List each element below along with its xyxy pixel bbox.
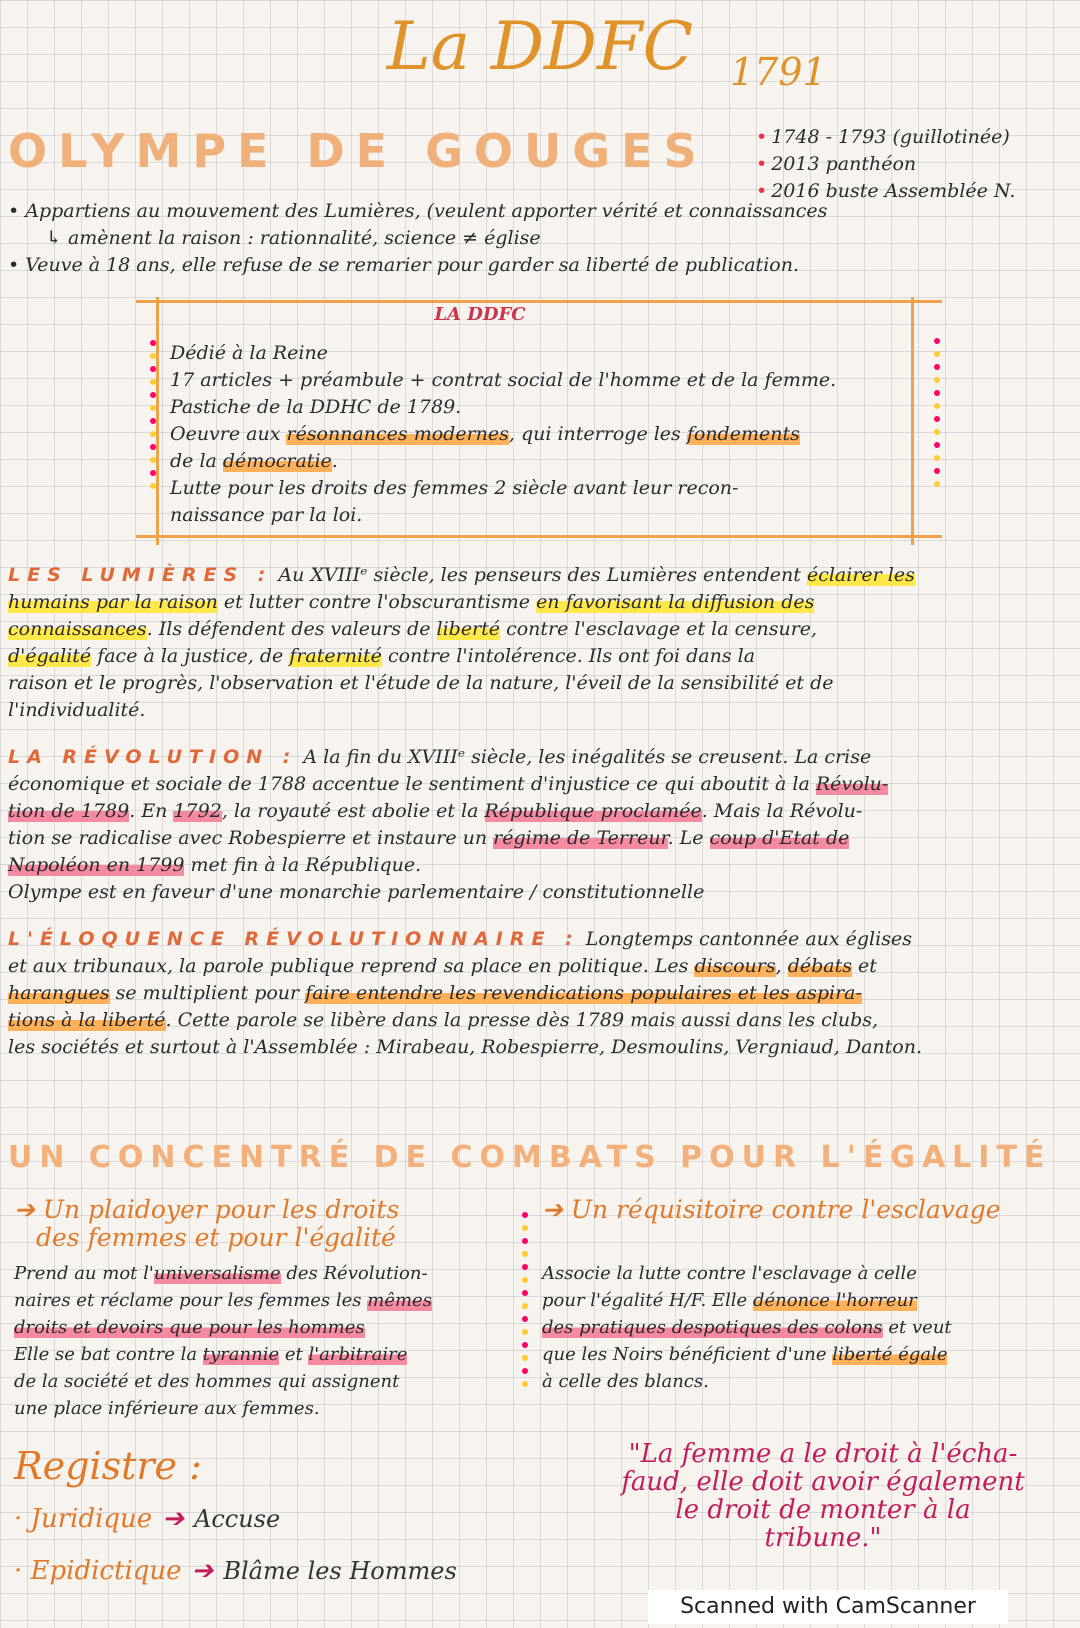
bullet-dots-left: [150, 340, 160, 496]
date-item: • 2013 panthéon: [756, 151, 1015, 178]
registre-item: · Epidictique ➔ Blâme les Hommes: [14, 1556, 457, 1586]
box-item: de la démocratie.: [170, 450, 338, 472]
quote: "La femme a le droit à l'écha- faud, elle doit avoir également le droit de monter à la tribune.": [621, 1439, 1025, 1553]
box-item: Dédié à la Reine: [170, 342, 328, 364]
title-year: 1791: [730, 50, 827, 94]
box-item: naissance par la loi.: [170, 504, 363, 526]
eloquence-paragraph: L'ÉLOQUENCE RÉVOLUTIONNAIRE : Longtemps cantonnée aux églises et aux tribunaux, la parole publique reprend sa place en politique. Les discours, débats et harangues se multiplient pour faire entendre les revendications populaires et les aspira- tions à la liberté. Cette parole se libère dans la presse dès 1789 mais aussi dans les clubs, les sociétés et surtout à l'Assemblée : Mirabeau, Robespierre, Desmoulins, Vergniaud, Danton.: [8, 928, 923, 1058]
left-column-heading: des femmes et pour l'égalité: [36, 1223, 396, 1252]
left-column: ➔ Un plaidoyer pour les droits des femmes et pour l'égalité Prend au mot l'universalisme des Révolution- naires et réclame pour les femmes les mêmes droits et devoirs que pour les hommes Elle se bat contre la tyrannie et l'arbitraire de la société et des hommes qui assignent une place inférieure aux femmes.: [14, 1196, 514, 1422]
revolution-paragraph: LA RÉVOLUTION : A la fin du XVIIIᵉ siècle, les inégalités se creusent. La crise économique et sociale de 1788 accentue le sentiment d'injustice ce qui aboutit à la Révolu- tion de 1789. En 1792, la royauté est abolie et la République proclamée. Mais la Révolu- tion se radicalise avec Robespierre et instaure un régime de Terreur. Le coup d'Etat de Napoléon en 1799 met fin à la République. Olympe est en faveur d'une monarchie parlementaire / constitutionnelle: [8, 746, 889, 903]
date-item: • 2016 buste Assemblée N.: [756, 178, 1015, 205]
combats-heading: UN CONCENTRÉ DE COMBATS POUR L'ÉGALITÉ: [8, 1140, 1052, 1175]
box-item: 17 articles + préambule + contrat social de l'homme et de la femme.: [170, 369, 837, 391]
intro-line: • Appartiens au mouvement des Lumières, (veulent apporter vérité et connaissances: [8, 200, 828, 222]
scanner-watermark: Scanned with CamScanner: [648, 1590, 1008, 1624]
lumieres-paragraph: LES LUMIÈRES : Au XVIIIᵉ siècle, les penseurs des Lumières entendent éclairer les humains par la raison et lutter contre l'obscurantisme en favorisant la diffusion des connaissances. Ils défendent des valeurs de liberté contre l'esclavage et la censure, d'égalité face à la justice, de fraternité contre l'intolérence. Ils ont foi dans la raison et le progrès, l'observation et l'étude de la nature, l'éveil de la sensibilité et de l'individualité.: [8, 564, 915, 721]
bullet-dots-right: [934, 338, 944, 494]
section-heading: LES LUMIÈRES :: [8, 564, 273, 586]
intro-line: ↳ amènent la raison : rationnalité, science ≠ église: [46, 227, 541, 249]
bullet-dots-middle: [522, 1212, 532, 1394]
right-column-heading: ➔ Un réquisitoire contre l'esclavage: [542, 1195, 1001, 1224]
section-heading: L'ÉLOQUENCE RÉVOLUTIONNAIRE :: [8, 928, 580, 950]
ddfc-box-items: [170, 340, 930, 529]
ddfc-box-title: LA DDFC: [434, 304, 526, 325]
box-item: Oeuvre aux résonnances modernes, qui interroge les fondements: [170, 423, 800, 445]
registre-item: · Juridique ➔ Accuse: [14, 1504, 281, 1534]
right-column: ➔ Un réquisitoire contre l'esclavage Associe la lutte contre l'esclavage à celle pour l'égalité H/F. Elle dénonce l'horreur des pratiques despotiques des colons et veut que les Noirs bénéficient d'une liberté égale à celle des blancs.: [542, 1196, 1062, 1395]
box-item: Pastiche de la DDHC de 1789.: [170, 396, 462, 418]
page-title: La DDFC: [386, 8, 694, 85]
section-heading: LA RÉVOLUTION :: [8, 746, 298, 768]
registre-heading: Registre :: [14, 1444, 202, 1488]
dates-list: [756, 124, 1015, 205]
subtitle: OLYMPE DE GOUGES: [8, 124, 708, 178]
box-item: Lutte pour les droits des femmes 2 siècle avant leur recon-: [170, 477, 739, 499]
left-column-heading: ➔ Un plaidoyer pour les droits: [14, 1195, 400, 1224]
intro-line: • Veuve à 18 ans, elle refuse de se remarier pour garder sa liberté de publication.: [8, 254, 799, 276]
date-item: • 1748 - 1793 (guillotinée): [756, 124, 1015, 151]
